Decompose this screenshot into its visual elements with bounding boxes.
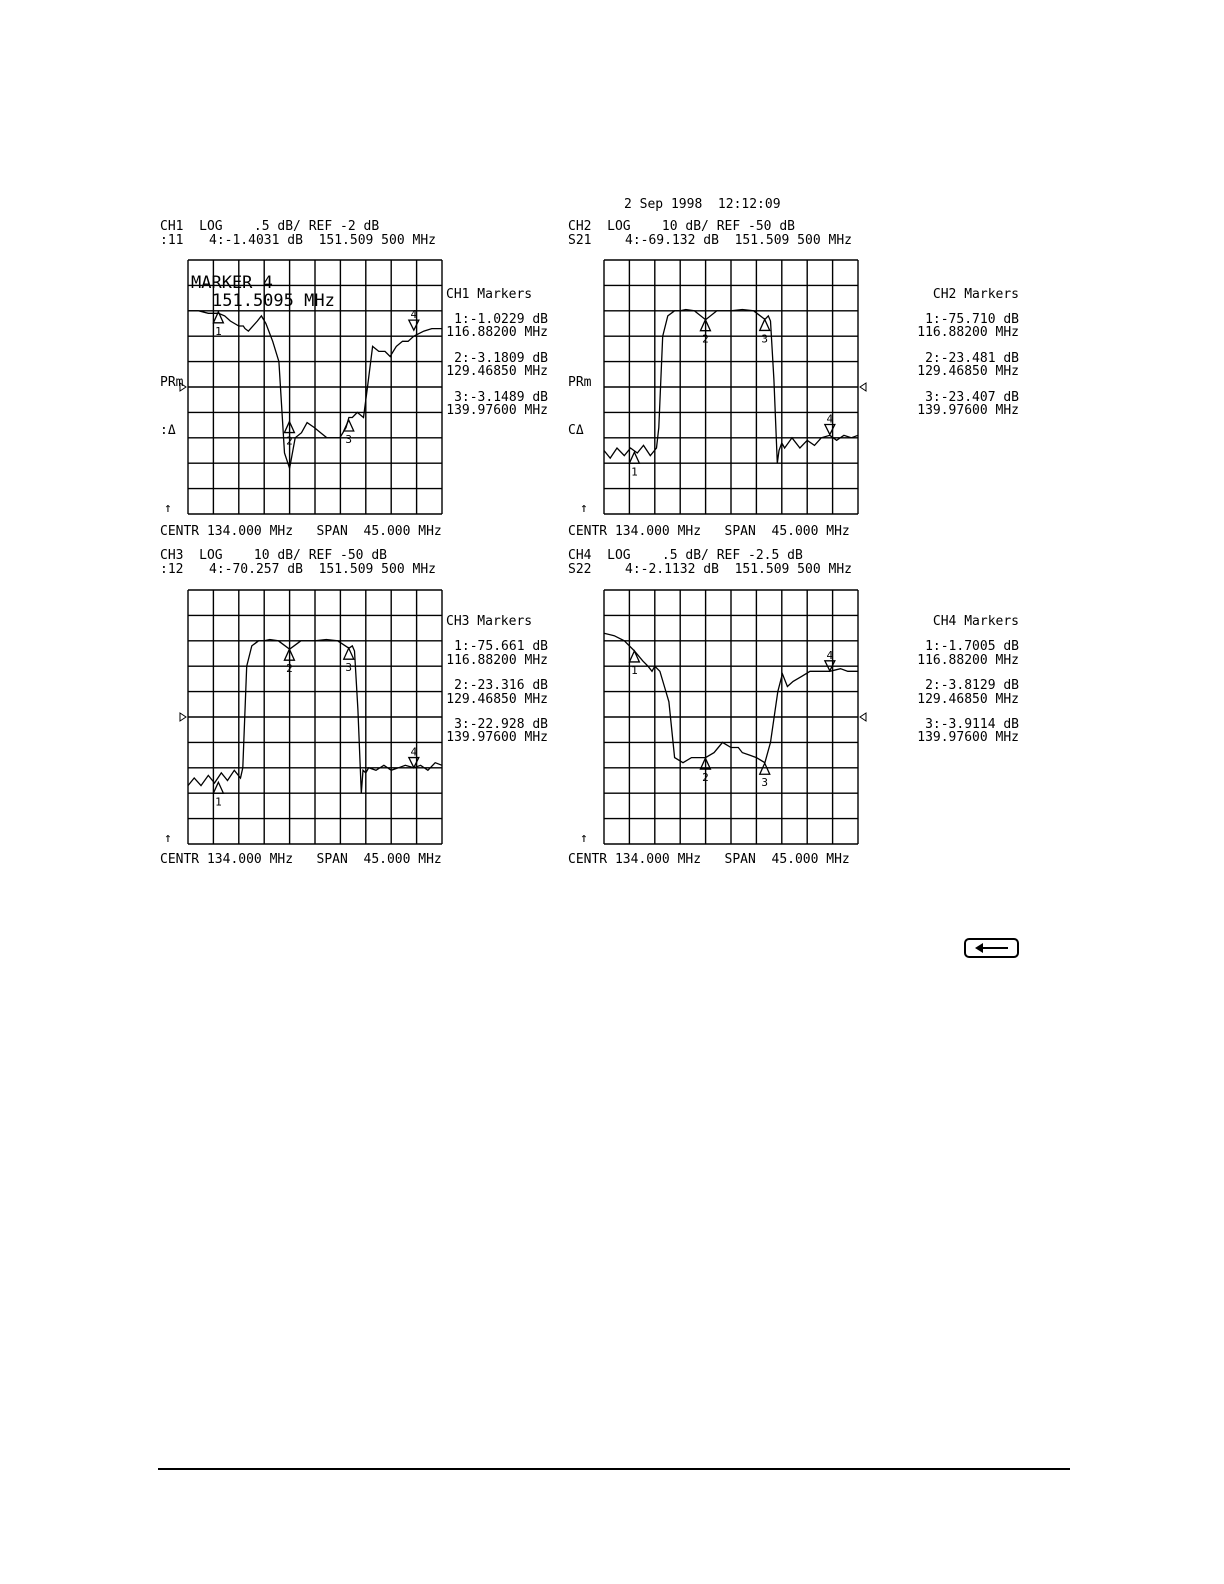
ch2-header-line1: CH2 LOG 10 dB/ REF -50 dB <box>568 219 795 234</box>
ch3-plot <box>164 590 442 846</box>
left-arrow-key-icon <box>964 938 1019 958</box>
ch2-grid <box>604 260 858 514</box>
ch1-marker-1-freq: 116.88200 MHz <box>446 325 548 340</box>
ch3-marker-3-icon <box>344 648 354 659</box>
ch2-marker-1-freq: 116.88200 MHz <box>917 325 1019 340</box>
ch3-marker-3-freq: 139.97600 MHz <box>446 730 548 745</box>
ch2-marker-3-value: 3:-23.407 dB <box>925 390 1019 405</box>
ch1-param: :11 <box>160 233 184 248</box>
ch1-marker-1-value: 1:-1.0229 dB <box>454 312 548 327</box>
ch4-scale-up-arrow-icon: ↑ <box>580 831 588 846</box>
ch1-ref-label: PRm <box>160 375 184 390</box>
ch3-scale-up-arrow-icon: ↑ <box>164 831 172 846</box>
ch4-header-line1: CH4 LOG .5 dB/ REF -2.5 dB <box>568 548 803 563</box>
ch3-markers-title: CH3 Markers <box>446 614 533 629</box>
ch4-marker-3-number: 3 <box>761 776 769 790</box>
ch2-marker-1-icon <box>629 452 639 463</box>
ch3-marker-4-number: 4 <box>410 745 418 759</box>
ch2-delta-label: CΔ <box>568 423 584 438</box>
ch4-marker-3-freq: 139.97600 MHz <box>917 730 1019 745</box>
ch4-ref-pointer-icon <box>860 713 866 721</box>
ch1-marker-3-value: 3:-3.1489 dB <box>454 390 548 405</box>
ch1-header-line1: CH1 LOG .5 dB/ REF -2 dB <box>160 219 380 234</box>
footer-rule <box>158 1468 1070 1470</box>
ch4-marker-2-freq: 129.46850 MHz <box>917 692 1019 707</box>
ch4-marker-3-value: 3:-3.9114 dB <box>925 717 1019 732</box>
ch1-marker-1 <box>213 312 223 338</box>
ch1-marker-overlay-title: MARKER 4 <box>191 273 273 293</box>
ch3-marker-1-value: 1:-75.661 dB <box>454 639 548 654</box>
ch2-marker-1-number: 1 <box>631 465 638 479</box>
ch1-marker-2-number: 2 <box>286 434 293 448</box>
ch4-plot <box>580 590 858 846</box>
ch3-active-marker-readout: 4:-70.257 dB 151.509 500 MHz <box>209 562 436 577</box>
ch1-markers-title: CH1 Markers <box>446 287 533 302</box>
ch1-marker-3 <box>344 420 354 446</box>
ch2-scale-up-arrow-icon: ↑ <box>580 501 588 516</box>
ch3-marker-2-number: 2 <box>286 662 293 676</box>
ch4-param: S22 <box>568 562 592 577</box>
ch4-marker-4-number: 4 <box>826 648 834 662</box>
ch3-param: :12 <box>160 562 184 577</box>
ch2-marker-1-value: 1:-75.710 dB <box>925 312 1019 327</box>
ch2-marker-4-icon <box>825 425 835 435</box>
ch4-grid <box>604 590 858 844</box>
ch1-delta-label: :Δ <box>160 423 176 438</box>
ch4-center-span: CENTR 134.000 MHz SPAN 45.000 MHz <box>568 852 850 867</box>
ch1-marker-3-number: 3 <box>345 433 353 447</box>
ch2-marker-2-value: 2:-23.481 dB <box>925 351 1019 366</box>
timestamp: 2 Sep 1998 12:12:09 <box>624 197 781 212</box>
ch2-marker-3 <box>760 319 770 345</box>
ch4-marker-2-value: 2:-3.8129 dB <box>925 678 1019 693</box>
ch3-grid <box>188 590 442 844</box>
ch1-marker-4-icon <box>409 320 419 330</box>
ch3-marker-3-value: 3:-22.928 dB <box>454 717 548 732</box>
ch3-marker-1-number: 1 <box>215 795 222 809</box>
ch1-scale-up-arrow-icon: ↑ <box>164 501 172 516</box>
ch1-marker-1-number: 1 <box>215 324 222 338</box>
ch4-marker-1-icon <box>629 651 639 662</box>
ch3-marker-3 <box>344 648 354 674</box>
ch3-marker-1-icon <box>213 782 223 793</box>
ch2-active-marker-readout: 4:-69.132 dB 151.509 500 MHz <box>625 233 852 248</box>
ch2-ref-label: PRm <box>568 375 592 390</box>
ch2-marker-3-icon <box>760 319 770 330</box>
ch1-marker-2-value: 2:-3.1809 dB <box>454 351 548 366</box>
ch1-active-marker-readout: 4:-1.4031 dB 151.509 500 MHz <box>209 233 436 248</box>
ch1-marker-3-freq: 139.97600 MHz <box>446 403 548 418</box>
ch3-center-span: CENTR 134.000 MHz SPAN 45.000 MHz <box>160 852 442 867</box>
ch4-marker-1-freq: 116.88200 MHz <box>917 653 1019 668</box>
ch2-center-span: CENTR 134.000 MHz SPAN 45.000 MHz <box>568 524 850 539</box>
ch2-ref-pointer-icon <box>860 383 866 391</box>
ch2-marker-3-freq: 139.97600 MHz <box>917 403 1019 418</box>
ch3-marker-3-number: 3 <box>345 661 353 675</box>
ch2-param: S21 <box>568 233 592 248</box>
ch2-marker-3-number: 3 <box>761 332 769 346</box>
ch4-markers-title: CH4 Markers <box>932 614 1019 629</box>
ch3-marker-4 <box>409 746 419 768</box>
ch1-marker-2-freq: 129.46850 MHz <box>446 364 548 379</box>
ch2-markers-title: CH2 Markers <box>932 287 1019 302</box>
ch1-grid <box>188 260 442 514</box>
ch4-marker-1-number: 1 <box>631 663 638 677</box>
ch3-marker-2-freq: 129.46850 MHz <box>446 692 548 707</box>
ch3-ref-pointer-icon <box>180 713 186 721</box>
ch4-marker-3-icon <box>760 763 770 774</box>
ch4-marker-1-value: 1:-1.7005 dB <box>925 639 1019 654</box>
ch2-marker-2-number: 2 <box>702 332 709 346</box>
ch3-marker-1-freq: 116.88200 MHz <box>446 653 548 668</box>
ch3-marker-1 <box>213 782 223 808</box>
ch3-header-line1: CH3 LOG 10 dB/ REF -50 dB <box>160 548 387 563</box>
ch1-marker-overlay-freq: 151.5095 MHz <box>212 291 335 311</box>
ch3-marker-2-value: 2:-23.316 dB <box>454 678 548 693</box>
ch2-marker-4-number: 4 <box>826 412 834 426</box>
ch2-marker-1 <box>629 452 639 478</box>
ch4-active-marker-readout: 4:-2.1132 dB 151.509 500 MHz <box>625 562 852 577</box>
ch2-marker-2-freq: 129.46850 MHz <box>917 364 1019 379</box>
ch4-marker-4 <box>825 649 835 671</box>
ch4-marker-2-number: 2 <box>702 771 709 785</box>
ch2-marker-4 <box>825 413 835 435</box>
ch1-center-span: CENTR 134.000 MHz SPAN 45.000 MHz <box>160 524 442 539</box>
ch1-marker-4-number: 4 <box>410 308 418 322</box>
